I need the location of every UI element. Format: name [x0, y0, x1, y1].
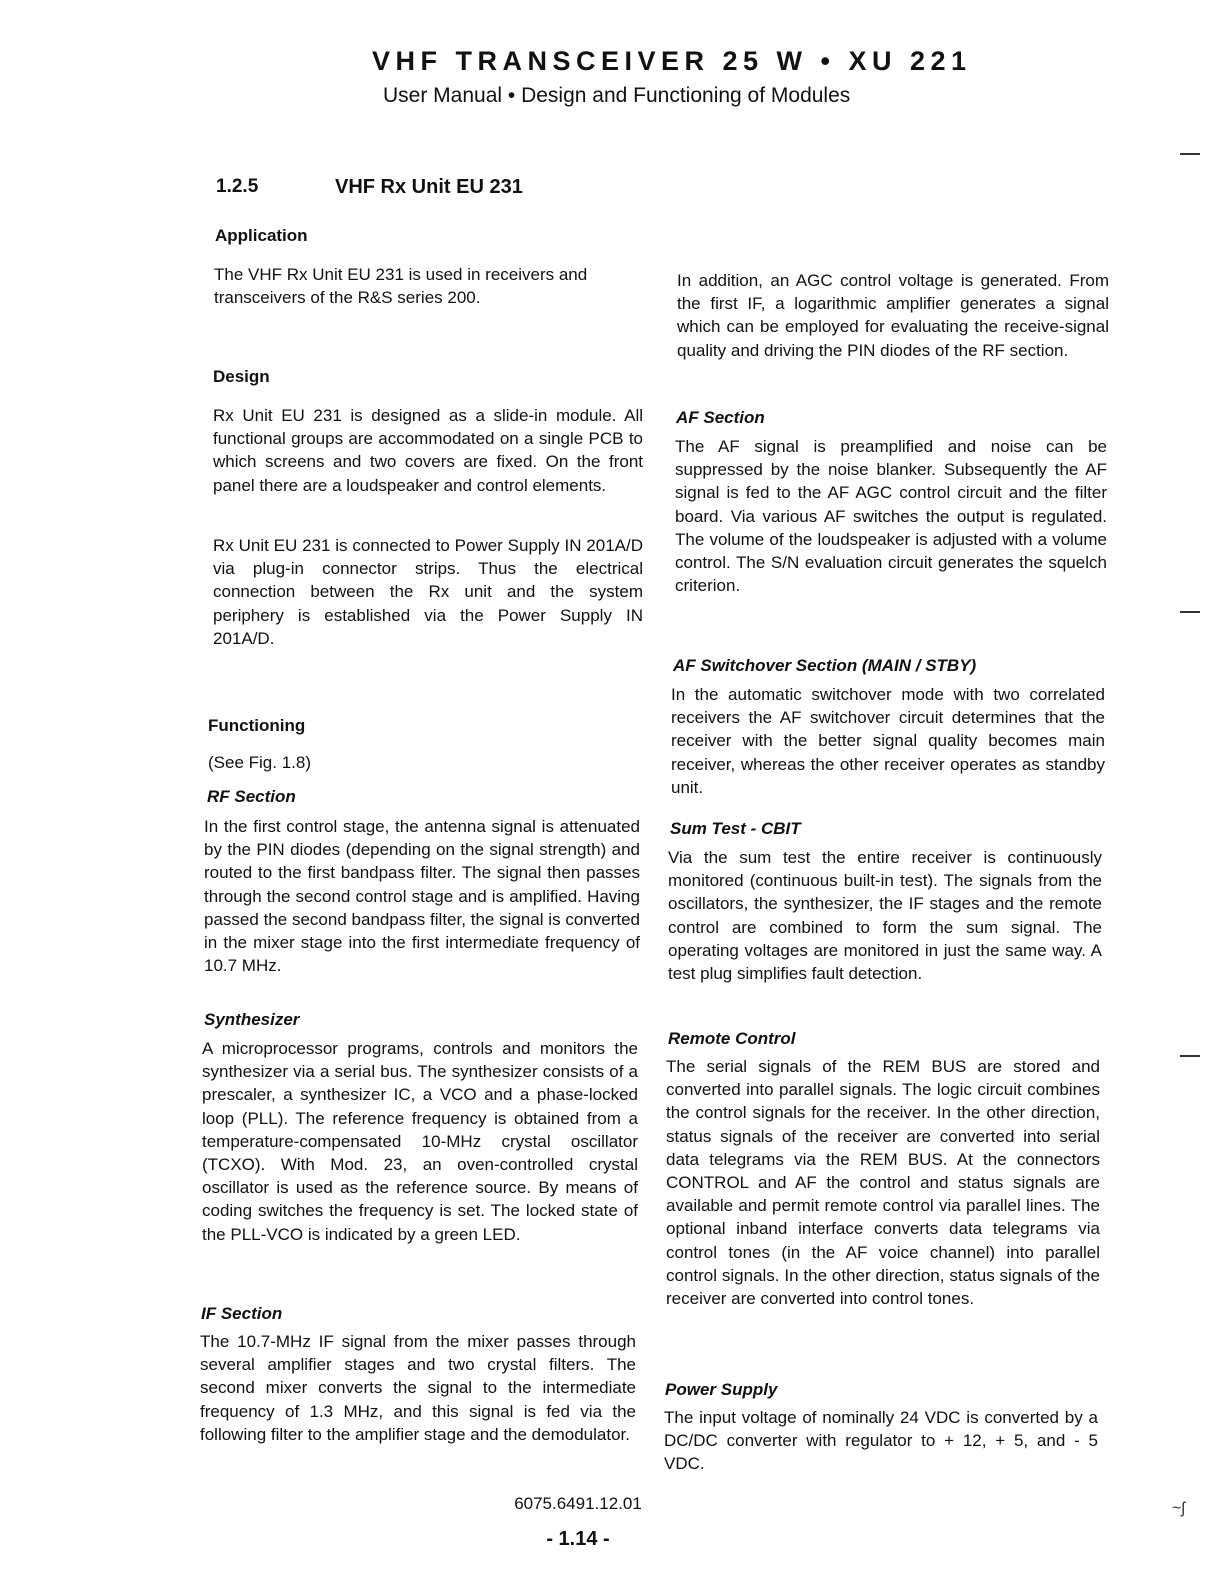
af-section-heading: AF Section	[676, 408, 765, 427]
margin-mark	[1180, 153, 1200, 155]
af-switchover-heading: AF Switchover Section (MAIN / STBY)	[673, 656, 977, 675]
if-section-text: The 10.7-MHz IF signal from the mixer passes through several amplifier stages and two crystal filters. The second mixer converts the signal to the intermediate frequency of 1.3 MHz, and this signal is fed via the following filter to the amplifier stage and the demodulator.	[200, 1332, 636, 1444]
section-number: 1.2.5	[216, 176, 259, 197]
af-switchover-text: In the automatic switchover mode with two correlated receivers the AF switchover circuit determines that the receiver with the better signal quality becomes main receiver, whereas the other receiver operates as standby unit.	[671, 685, 1105, 797]
design-paragraph-2: Rx Unit EU 231 is connected to Power Supply IN 201A/D via plug-in connector strips. Thus the electrical connection between the Rx unit and the system periphery is established via the Power Supply IN 201A/D.	[213, 536, 643, 648]
design-heading: Design	[213, 367, 270, 386]
rf-section-text: In the first control stage, the antenna signal is attenuated by the PIN diodes (depending on the signal strength) and routed to the first bandpass filter. The signal then passes through the second control stage and is amplified. Having passed the second bandpass filter, the signal is converted in the mixer stage into the first intermediate frequency of 10.7 MHz.	[204, 817, 640, 976]
af-section-text: The AF signal is preamplified and noise can be suppressed by the noise blanker. Subsequently the AF signal is fed to the AF AGC control circuit and the filter board. Via various AF switches the output is regulated. The volume of the loudspeaker is adjusted with a volume control. The S/N evaluation circuit generates the squelch criterion.	[675, 437, 1107, 596]
section-title: VHF Rx Unit EU 231	[335, 176, 523, 198]
application-text: The VHF Rx Unit EU 231 is used in receivers and transceivers of the R&S series 200.	[214, 265, 588, 308]
synthesizer-heading: Synthesizer	[204, 1010, 300, 1029]
figure-reference: (See Fig. 1.8)	[208, 753, 311, 772]
document-code: 6075.6491.12.01	[514, 1494, 642, 1513]
functioning-heading: Functioning	[208, 716, 306, 735]
document-title: VHF TRANSCEIVER 25 W • XU 221	[372, 46, 972, 76]
power-supply-heading: Power Supply	[665, 1380, 778, 1399]
margin-mark	[1180, 1055, 1200, 1057]
sum-test-text: Via the sum test the entire receiver is continuously monitored (continuous built-in test). The signals from the oscillators, the synthesizer, the IF stages and the remote control are combined to form the sum signal. The operating voltages are monitored in just the same way. A test plug simplifies fault detection.	[668, 848, 1102, 984]
if-section-heading: IF Section	[201, 1304, 283, 1323]
agc-text: In addition, an AGC control voltage is generated. From the first IF, a logarithmic amplifier generates a signal which can be employed for evaluating the receive-signal quality and driving the PIN diodes of the RF section.	[677, 271, 1109, 360]
design-paragraph-1: Rx Unit EU 231 is designed as a slide-in module. All functional groups are accommodated on a single PCB to which screens and two covers are fixed. On the front panel there are a loudspeaker and control elements.	[213, 406, 643, 495]
margin-mark	[1180, 611, 1200, 613]
rf-section-heading: RF Section	[207, 787, 296, 806]
scribble-mark: ~ʃ	[1172, 1500, 1185, 1517]
synthesizer-text: A microprocessor programs, controls and monitors the synthesizer via a serial bus. The synthesizer consists of a prescaler, a synthesizer IC, a VCO and a phase-locked loop (PLL). The reference frequency is obtained from a temperature-compensated 10-MHz crystal oscillator (TCXO). With Mod. 23, an oven-controlled crystal oscillator is used as the reference source. By means of coding switches the frequency is set. The locked state of the PLL-VCO is indicated by a green LED.	[202, 1039, 638, 1244]
application-heading: Application	[215, 226, 308, 245]
sum-test-heading: Sum Test - CBIT	[670, 819, 801, 838]
remote-control-text: The serial signals of the REM BUS are stored and converted into parallel signals. The logic circuit combines the control signals for the receiver. In the other direction, status signals of the receiver are converted into serial data telegrams via the REM BUS. At the connectors CONTROL and AF the control and status signals are available and permit remote control via parallel lines. The optional inband interface converts data telegrams via control tones (in the AF voice channel) into parallel control signals. In the other direction, status signals of the receiver are converted into control tones.	[666, 1057, 1100, 1309]
document-subtitle: User Manual • Design and Functioning of Modules	[383, 84, 851, 107]
remote-control-heading: Remote Control	[668, 1029, 796, 1048]
page-number: - 1.14 -	[546, 1528, 610, 1550]
power-supply-text: The input voltage of nominally 24 VDC is converted by a DC/DC converter with regulator to + 12, + 5, and - 5 VDC.	[664, 1408, 1098, 1474]
